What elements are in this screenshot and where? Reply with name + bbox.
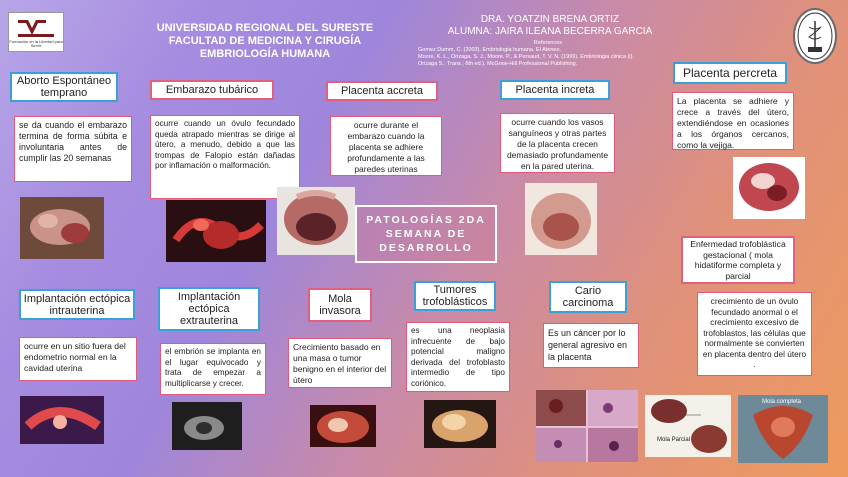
text-tubario: ocurre cuando un óvulo fecundado queda atrapado mientras se dirige al útero, a menudo, debido a que las trompas de Falopio están dañadas por inflamación o malformación. (150, 115, 300, 199)
center-title: PATOLOGÍAS 2DA SEMANA DE DESARROLLO (355, 205, 497, 263)
image-ectopica-intra (20, 396, 104, 444)
caduceus-seal-icon (796, 11, 834, 61)
text-accreta: ocurre durante el embarazo cuando la placenta se adhiere profundamente a las paredes uterinas (330, 116, 442, 176)
label-mola-completa: Mola completa (762, 399, 802, 405)
university-seal-right (793, 8, 837, 64)
label-cario: Cario carcinoma (549, 281, 627, 313)
text-ectopica-extra: el embrión se implanta en el lugar equivocado y trata de empezar a multiplicarse y crecer. (160, 343, 266, 395)
logo-tagline: Formación en la Libertad para Servir (9, 39, 63, 48)
label-tumores: Tumores trofoblásticos (414, 281, 496, 311)
text-aborto: se da cuando el embarazo termina de forma súbita e involuntaria antes de cumplir las 20 semanas (14, 116, 132, 182)
course-name: EMBRIOLOGÍA HUMANA (199, 48, 331, 60)
text-tumores: es una neoplasia infrecuente de bajo potencial maligno derivada del trofoblasto intermedio de tipo coriónico. (406, 322, 510, 392)
label-ectopica-intra: Implantación ectópica intrauterina (19, 289, 135, 320)
student-name: ALUMNA: JAIRA ILEANA BECERRA GARCIA (447, 26, 653, 37)
image-cario-histology (536, 390, 638, 462)
label-aborto: Aborto Espontáneo temprano (10, 72, 118, 102)
label-accreta: Placenta accreta (326, 81, 438, 101)
image-tubario (166, 200, 266, 262)
author-block (420, 14, 680, 38)
label-trofoblastica: Enfermedad trofoblástica gestacional ( mola hidatiforme completa y parcial (681, 236, 795, 284)
text-cario: Es un cáncer por lo general agresivo en la placenta (543, 323, 639, 368)
label-mola-invasora: Mola invasora (308, 288, 372, 322)
label-percreta: Placenta percreta (673, 62, 787, 84)
image-tumores (424, 400, 496, 448)
reference-line: Moore, K. L., Orizaga, S. J., Moore, P., & Persaud, T. V. N. (1999). Embriologia clinica (i). (418, 54, 635, 60)
label-increta: Placenta increta (500, 80, 610, 100)
text-mola-invasora: Crecimiento basado en una masa o tumor benigno en el interior del útero (288, 338, 392, 388)
university-name: UNIVERSIDAD REGIONAL DEL SURESTE (156, 22, 374, 34)
image-accreta (277, 187, 355, 255)
text-trofoblastica: crecimiento de un óvulo fecundado anormal o el crecimiento excesivo de trofoblastos, las células que normalmente se convierten en placenta dentro del útero . (697, 292, 812, 376)
image-percreta (733, 157, 805, 219)
label-mola-parcial: Mola Parcial (657, 437, 691, 443)
label-tubario: Embarazo tubárico (150, 80, 274, 100)
references-heading: References (533, 40, 563, 46)
university-logo-left (8, 12, 64, 52)
image-aborto (20, 197, 104, 259)
text-increta: ocurre cuando los vasos sanguíneos y otras partes de la placenta crecen demasiado profundamente en la pared uterina. (500, 113, 615, 173)
text-ectopica-intra: ocurre en un sitio fuera del endometrio normal en la cavidad uterina (19, 337, 137, 381)
image-mola-invasora (310, 405, 376, 447)
faculty-name: FACULTAD DE MEDICINA Y CIRUGÍA (168, 35, 362, 47)
text-percreta: La placenta se adhiere y crece a través del útero, extendiéndose en ocasiones a los órganos cercanos, como la vejiga. (672, 92, 794, 150)
references (418, 40, 678, 68)
image-increta (525, 183, 597, 255)
urs-logo-icon (14, 16, 58, 40)
image-mola-completa (738, 395, 828, 463)
header-title-block (150, 22, 380, 61)
teacher-name: DRA. YOATZIN BRENA ORTIZ (480, 14, 620, 25)
image-ectopica-extra (172, 402, 242, 450)
reference-line: Orizaga S.; Trans.; 6th ed.). McGraw-Hill Professional Publishing. (418, 61, 578, 67)
reference-line: Gomez Dumm, C. (2003). Embriologia humana. El Ateneo. (418, 47, 562, 53)
label-ectopica-extra: Implantación ectópica extrauterina (158, 287, 260, 331)
image-mola-parcial (645, 395, 731, 457)
